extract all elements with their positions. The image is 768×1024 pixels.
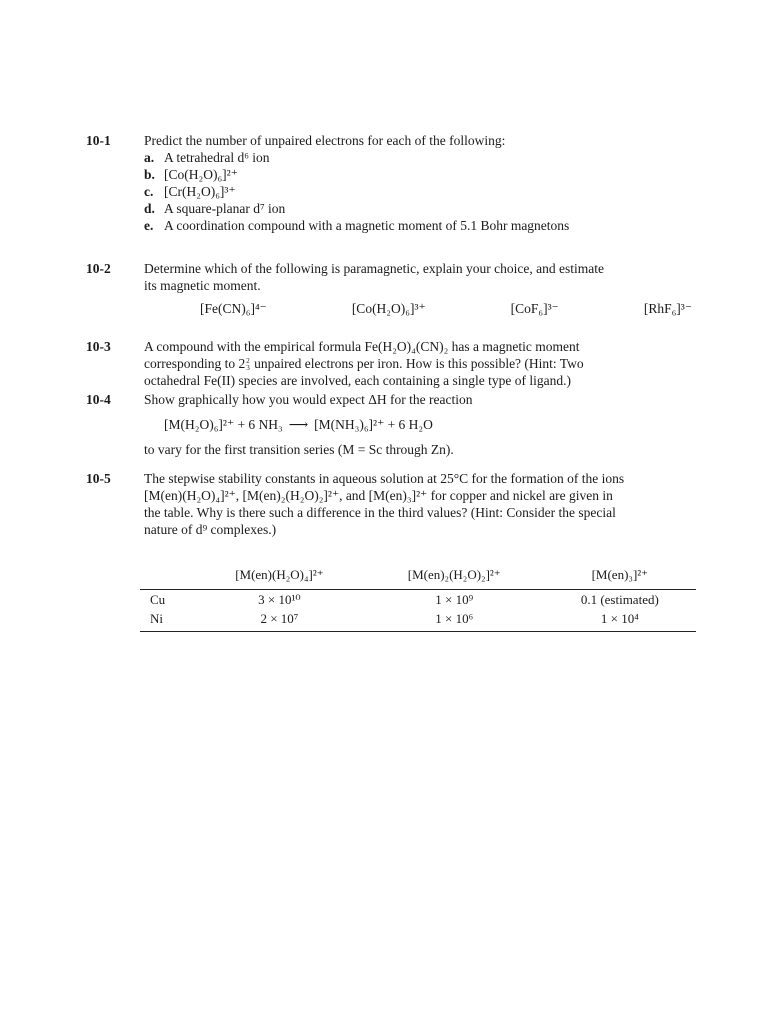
problem-number: 10-5 bbox=[86, 471, 111, 486]
problem-body bbox=[144, 391, 700, 458]
text-line: A compound with the empirical formula Fe(H₂O)₄(CN)₂ has a magnetic moment bbox=[144, 339, 580, 354]
ion: [Fe(CN)₆]⁴⁻ bbox=[200, 301, 267, 316]
reaction-equation bbox=[164, 416, 700, 433]
reaction-arrow-icon: ⟶ bbox=[288, 417, 309, 432]
text-line: to vary for the first transition series (M = Sc through Zn). bbox=[144, 442, 454, 457]
table-header-cell bbox=[140, 560, 194, 590]
text-fragment: unpaired electrons per iron. How is this possible? (Hint: Two bbox=[250, 356, 584, 371]
ion-list bbox=[144, 300, 700, 317]
text-line: the table. Why is there such a difference in the third values? (Hint: Consider the special bbox=[144, 505, 616, 520]
stability-constants-table bbox=[140, 560, 696, 632]
item-label: a. bbox=[144, 150, 155, 165]
ion: [RhF₆]³⁻ bbox=[643, 301, 692, 316]
equation-products: [M(NH₃)₆]²⁺ + 6 H₂O bbox=[314, 417, 433, 432]
problem-number: 10-1 bbox=[86, 133, 111, 148]
table-cell: 1 × 10⁹ bbox=[435, 592, 474, 607]
equation-reactants: [M(H₂O)₆]²⁺ + 6 NH₃ bbox=[164, 417, 283, 432]
fraction-denominator: 3 bbox=[246, 363, 250, 372]
table-row bbox=[140, 609, 696, 632]
list-item bbox=[144, 217, 700, 234]
problem-number: 10-2 bbox=[86, 261, 111, 276]
ion: [CoF₆]³⁻ bbox=[510, 301, 559, 316]
problem-number: 10-4 bbox=[86, 392, 111, 407]
item-text: A tetrahedral d⁶ ion bbox=[164, 150, 270, 165]
table-header-cell: [M(en)(H₂O)₄]²⁺ bbox=[194, 560, 365, 590]
table-cell: 1 × 10⁶ bbox=[435, 611, 474, 626]
problem-stem: Predict the number of unpaired electrons for each of the following: bbox=[144, 133, 506, 148]
item-text: A square-planar d⁷ ion bbox=[164, 201, 286, 216]
table-cell-metal: Cu bbox=[150, 592, 166, 607]
item-label: d. bbox=[144, 201, 155, 216]
table-cell: 2 × 10⁷ bbox=[260, 611, 299, 626]
table-cell: 1 × 10⁴ bbox=[600, 611, 639, 626]
table-header-row bbox=[140, 560, 696, 590]
problem-body bbox=[144, 470, 700, 538]
text-fragment: corresponding to 2 bbox=[144, 356, 246, 371]
problem-body bbox=[144, 338, 700, 389]
text-line: its magnetic moment. bbox=[144, 278, 261, 293]
table-cell: 0.1 (estimated) bbox=[580, 592, 659, 607]
item-text: [Cr(H₂O)₆]³⁺ bbox=[164, 184, 236, 199]
ion: [Co(H₂O)₆]³⁺ bbox=[351, 301, 426, 316]
table-row bbox=[140, 590, 696, 610]
text-line: Show graphically how you would expect ΔH for the reaction bbox=[144, 392, 473, 407]
text-line bbox=[144, 355, 700, 372]
item-text: A coordination compound with a magnetic moment of 5.1 Bohr magnetons bbox=[164, 218, 570, 233]
text-line: [M(en)(H₂O)₄]²⁺, [M(en)₂(H₂O)₂]²⁺, and [M(en)₃]²⁺ for copper and nickel are given in bbox=[144, 488, 613, 503]
text-line: Determine which of the following is paramagnetic, explain your choice, and estimate bbox=[144, 261, 604, 276]
item-label: c. bbox=[144, 184, 154, 199]
list-item bbox=[144, 200, 700, 217]
data-table bbox=[140, 560, 696, 632]
fraction-numerator: 2 bbox=[246, 356, 250, 365]
list-item bbox=[144, 149, 700, 166]
table-cell-metal: Ni bbox=[150, 611, 163, 626]
item-text: [Co(H₂O)₆]²⁺ bbox=[164, 167, 238, 182]
table-cell: 3 × 10¹⁰ bbox=[258, 592, 301, 607]
text-line: nature of d⁹ complexes.) bbox=[144, 522, 277, 537]
text-line: octahedral Fe(II) species are involved, each containing a single type of ligand.) bbox=[144, 373, 571, 388]
list-item bbox=[144, 166, 700, 183]
item-label: e. bbox=[144, 218, 154, 233]
problem-body bbox=[144, 132, 700, 234]
list-item bbox=[144, 183, 700, 200]
fraction bbox=[246, 358, 250, 372]
text-line: The stepwise stability constants in aqueous solution at 25°C for the formation of the ions bbox=[144, 471, 625, 486]
problem-number: 10-3 bbox=[86, 339, 111, 354]
item-label: b. bbox=[144, 167, 155, 182]
table-header-cell: [M(en)₃]²⁺ bbox=[544, 560, 696, 590]
problem-body bbox=[144, 260, 700, 317]
table-header-cell: [M(en)₂(H₂O)₂]²⁺ bbox=[365, 560, 544, 590]
